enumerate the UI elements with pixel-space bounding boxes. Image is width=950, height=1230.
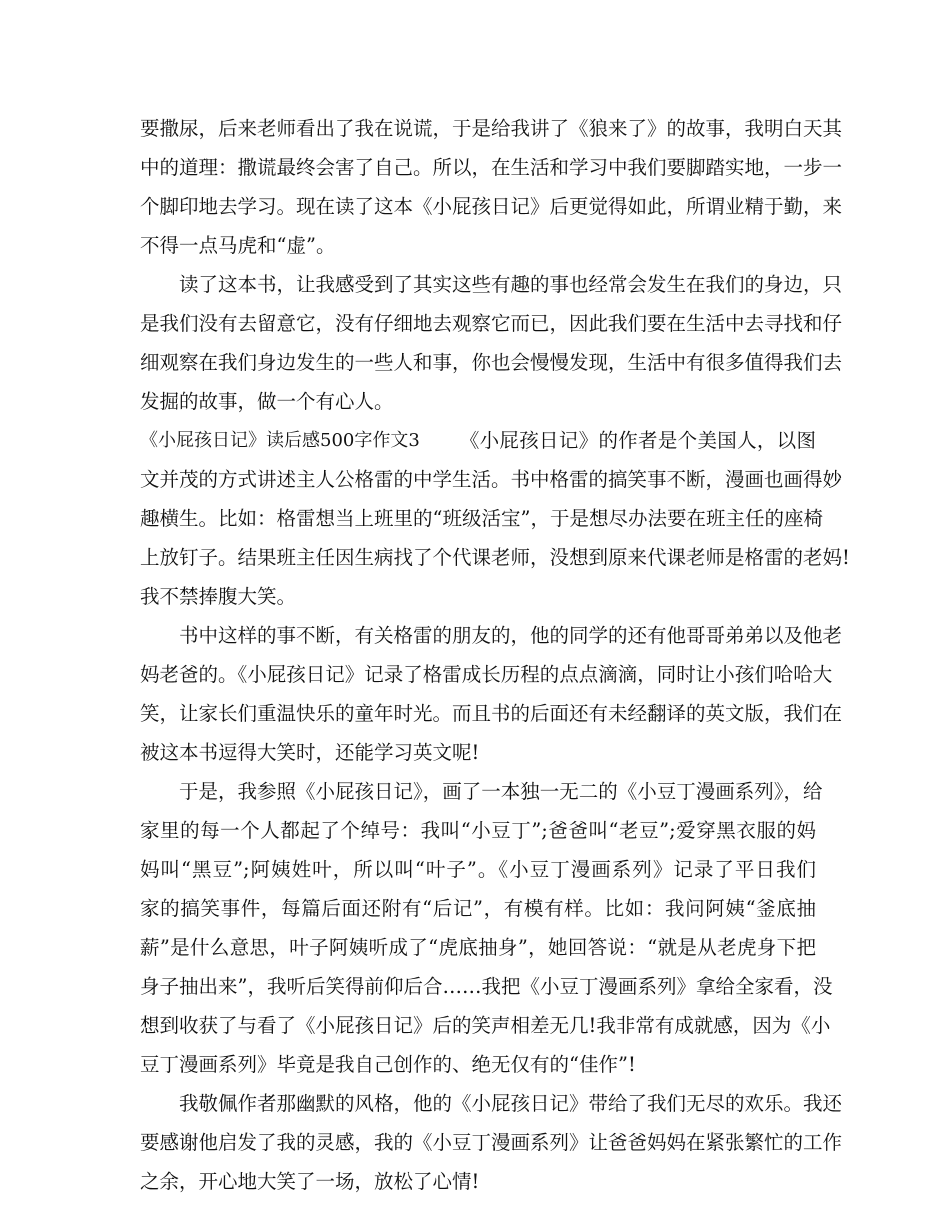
paragraph-line: 趣横生。比如：格雷想当上班里的“班级活宝”，于是想尽办法要在班主任的座椅	[140, 507, 823, 530]
paragraph-line: 《小屁孩日记》的作者是个美国人，以图	[459, 429, 816, 452]
paragraph-line: 书中这样的事不断，有关格雷的朋友的，他的同学的还有他哥哥弟弟以及他老	[179, 624, 843, 647]
paragraph-line: 豆丁漫画系列》毕竟是我自己创作的、绝无仅有的“佳作”!	[140, 1053, 636, 1076]
paragraph-line: 被这本书逗得大笑时，还能学习英文呢!	[140, 741, 480, 764]
paragraph-line: 妈老爸的。《小屁孩日记》记录了格雷成长历程的点点滴滴，同时让小孩们哈哈大	[140, 663, 833, 686]
section-heading: 《小屁孩日记》读后感500字作文3	[140, 430, 420, 451]
paragraph-line: 上放钉子。结果班主任因生病找了个代课老师，没想到原来代课老师是格雷的老妈!	[140, 546, 850, 569]
paragraph-line: 我敬佩作者那幽默的风格，他的《小屁孩日记》带给了我们无尽的欢乐。我还	[179, 1092, 843, 1115]
paragraph-line: 家里的每一个人都起了个绰号：我叫“小豆丁”;爸爸叫“老豆”;爱穿黑衣服的妈	[140, 819, 816, 842]
paragraph-line: 想到收获了与看了《小屁孩日记》后的笑声相差无几!我非常有成就感，因为《小	[140, 1014, 831, 1037]
paragraph-line: 细观察在我们身边发生的一些人和事，你也会慢慢发现，生活中有很多值得我们去	[140, 351, 843, 374]
paragraph-line: 我不禁捧腹大笑。	[140, 585, 297, 608]
paragraph-line: 家的搞笑事件，每篇后面还附有“后记”，有模有样。比如：我问阿姨“釜底抽	[140, 897, 816, 920]
paragraph-line: 读了这本书，让我感受到了其实这些有趣的事也经常会发生在我们的身边，只	[179, 273, 843, 296]
paragraph-line: 是我们没有去留意它，没有仔细地去观察它而已，因此我们要在生活中去寻找和仔	[140, 312, 843, 335]
paragraph-line: 薪”是什么意思，叶子阿姨听成了“虎底抽身”，她回答说：“就是从老虎身下把	[140, 936, 816, 959]
paragraph-line: 文并茂的方式讲述主人公格雷的中学生活。书中格雷的搞笑事不断，漫画也画得妙	[140, 468, 843, 491]
paragraph-line: 发掘的故事，做一个有心人。	[140, 390, 394, 413]
paragraph-line: 笑，让家长们重温快乐的童年时光。而且书的后面还有未经翻译的英文版，我们在	[140, 702, 843, 725]
paragraph-line: 妈叫“黑豆”;阿姨姓叶，所以叫“叶子”。《小豆丁漫画系列》记录了平日我们	[140, 858, 816, 881]
paragraph-line: 个脚印地去学习。现在读了这本《小屁孩日记》后更觉得如此，所谓业精于勤，来	[140, 195, 843, 218]
section-heading-line	[140, 428, 816, 454]
paragraph-line: 中的道理：撒谎最终会害了自己。所以，在生活和学习中我们要脚踏实地，一步一	[140, 156, 843, 179]
paragraph-line: 要撒尿，后来老师看出了我在说谎，于是给我讲了《狼来了》的故事，我明白天其	[140, 117, 843, 140]
paragraph-line: 要感谢他启发了我的灵感，我的《小豆丁漫画系列》让爸爸妈妈在紧张繁忙的工作	[140, 1131, 843, 1154]
paragraph-line: 于是，我参照《小屁孩日记》，画了一本独一无二的《小豆丁漫画系列》，给	[179, 780, 823, 803]
paragraph-line: 之余，开心地大笑了一场，放松了心情!	[140, 1170, 480, 1193]
paragraph-line: 不得一点马虎和“虚”。	[140, 234, 336, 257]
paragraph-line: 身子抽出来”，我听后笑得前仰后合……我把《小豆丁漫画系列》拿给全家看，没	[140, 975, 833, 998]
